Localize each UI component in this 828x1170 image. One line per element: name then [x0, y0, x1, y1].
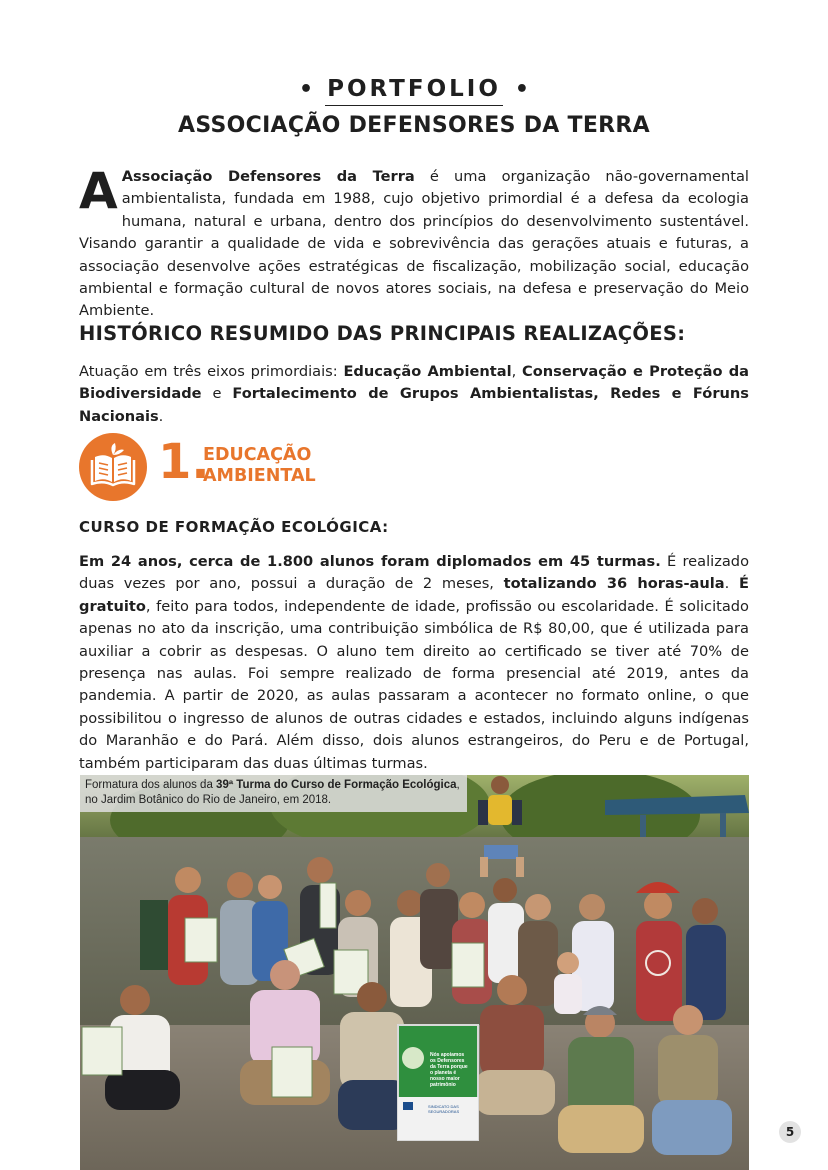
drop-cap: A [79, 162, 118, 220]
historico-heading: HISTÓRICO RESUMIDO DAS PRINCIPAIS REALIZAÇÕES: [79, 322, 686, 345]
eixo-3: Fortalecimento de Grupos Ambientalistas, Redes e Fóruns Nacionais [79, 385, 749, 425]
eixo-1: Educação Ambiental [343, 363, 512, 380]
org-name: Associação Defensores da Terra [121, 168, 415, 185]
education-title-line-2: AMBIENTAL [203, 466, 316, 486]
caption-part-b: 39ª Turma do Curso de Formação Ecológica [216, 779, 457, 791]
caption-part-d: no Jardim Botânico do Rio de Janeiro, em 2018. [85, 794, 332, 806]
photo-caption [80, 775, 467, 812]
eixos-paragraph [79, 361, 749, 428]
curso-text-2: . [724, 575, 739, 593]
eixos-lead: Atuação em três eixos primordiais: [79, 363, 344, 380]
page-title: ASSOCIAÇÃO DEFENSORES DA TERRA [178, 113, 650, 138]
curso-heading: CURSO DE FORMAÇÃO ECOLÓGICA: [79, 518, 389, 536]
group-photo [80, 775, 749, 1170]
bullet-right: • [514, 77, 529, 102]
portfolio-label: PORTFOLIO [325, 75, 503, 106]
section-number: 1. [158, 434, 210, 490]
intro-text: é uma organização não-governamental ambientalista, fundada em 1988, cujo objetivo primordial é a defesa da ecologia humana, natural e urbana, dentro dos princípios do desenvolvimento sustentável. Visando garantir a qualidade de vida e sobrevivência das gerações atuais e futuras, a associação desenvolve ações estratégicas de fiscalização, mobilização social, educação ambiental e formação cultural de novos atores sociais, na defesa e preservação do Meio Ambiente. [79, 168, 749, 320]
curso-bold-3: É gratuito [79, 575, 749, 615]
photo-illustration [80, 775, 749, 1170]
eixo-2: Conservação e Proteção da Biodiversidade [79, 363, 750, 403]
eixos-sep-1: , [511, 363, 523, 380]
banner-slogan: Nós apoiamos os Defensores da Terra porque o planeta é nosso maior patrimônio [430, 1052, 468, 1088]
curso-bold-1: Em 24 anos, cerca de 1.800 alunos foram diplomados em 45 turmas. [79, 553, 661, 570]
page-header [0, 74, 828, 138]
eixos-sep-2: e [201, 385, 233, 403]
caption-part-c: , [456, 779, 460, 791]
portfolio-line [0, 74, 828, 106]
curso-paragraph [79, 551, 749, 775]
open-book-icon [79, 433, 147, 501]
page-number: 5 [779, 1121, 801, 1143]
caption-part-a: Formatura dos alunos da [85, 779, 217, 791]
education-title [203, 445, 316, 487]
curso-text-3: , feito para todos, independente de idade, profissão ou escolaridade. É solicitado apenas no ato da inscrição, uma contribuição simbólica de R$ 80,00, que é utilizada para auxiliar a cobrir as despesas. O aluno tem direito ao certificado se tiver até 70% de presença nas aulas. Foi sempre realizado de forma presencial até 2019, antes da pandemia. A partir de 2020, as aulas passaram a acontecer no formato online, o que possibilitou o ingresso de alunos de outras cidades e estados, incluindo alguns indígenas do Maranhão e do Pará. Além disso, dois alunos estrangeiros, do Peru e de Portugal, também participaram das duas últimas turmas. [79, 597, 749, 772]
eixos-end: . [158, 407, 164, 425]
curso-text-1: É realizado duas vezes por ano, possui a duração de 2 meses, [79, 553, 750, 593]
banner-sponsor: SINDICATO DAS SEGURADORAS [428, 1104, 460, 1114]
education-title-line-1: EDUCAÇÃO [203, 445, 312, 465]
intro-paragraph [79, 162, 749, 323]
bullet-left: • [299, 77, 314, 102]
curso-bold-2: totalizando 36 horas-aula [503, 575, 725, 593]
